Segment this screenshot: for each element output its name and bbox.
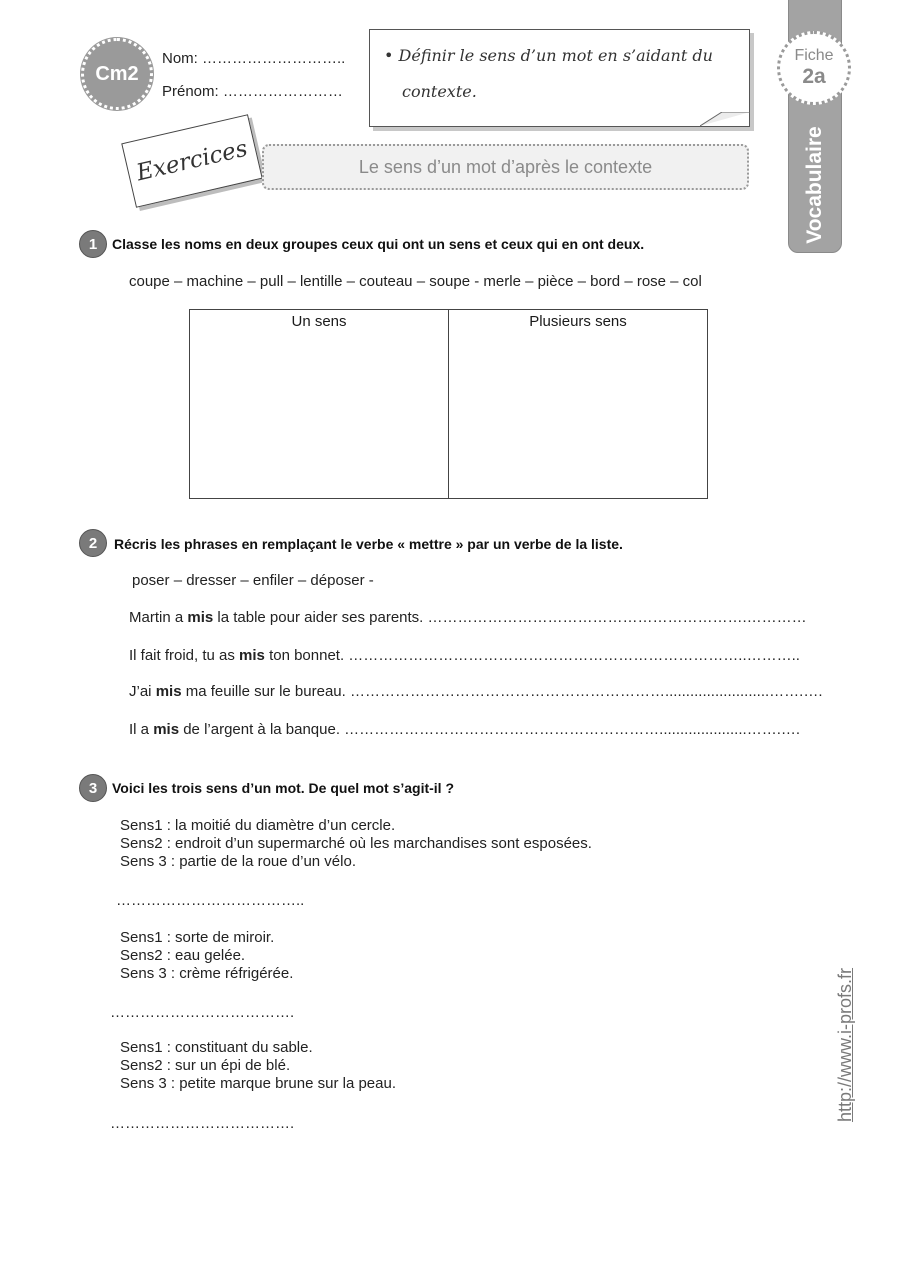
- column-un-sens[interactable]: Un sens: [291, 313, 347, 330]
- exercise-2-number: 2: [79, 529, 107, 557]
- sentence-line[interactable]: Il fait froid, tu as mis ton bonnet. ……………………………………………………………………..………..: [129, 647, 800, 664]
- meaning-group: Sens1 : sorte de miroir. Sens2 : eau gelée. Sens 3 : crème réfrigérée.: [120, 929, 294, 982]
- answer-line[interactable]: ……………………………….: [110, 1004, 295, 1021]
- exercices-label: Exercices: [121, 114, 263, 208]
- fiche-badge: [777, 31, 851, 105]
- exercise-3-number: 3: [79, 774, 107, 802]
- level-badge: Cm2: [81, 38, 153, 110]
- exercise-1-word-list: coupe – machine – pull – lentille – couteau – soupe - merle – pièce – bord – rose – col: [129, 273, 702, 290]
- page-fold-icon: [700, 112, 750, 132]
- answer-line[interactable]: ……………………………….: [110, 1115, 295, 1132]
- subject-label: Vocabulaire: [803, 126, 826, 244]
- page-title: Le sens d’un mot d’après le contexte: [262, 144, 749, 190]
- sentence-line[interactable]: J’ai mis ma feuille sur le bureau. ……………………………………………………….........................…….….: [129, 683, 823, 700]
- exercise-1-number: 1: [79, 230, 107, 258]
- exercise-3-instruction: Voici les trois sens d’un mot. De quel mot s’agit-il ?: [112, 780, 455, 796]
- sort-table: [189, 309, 708, 499]
- prenom-field[interactable]: Prénom: ……………………: [162, 83, 343, 100]
- meaning-group: Sens1 : la moitié du diamètre d’un cercle. Sens2 : endroit d’un supermarché où les marchandises sont esposées. Sens 3 : partie de la roue d’un vélo.: [120, 817, 592, 870]
- nom-field[interactable]: Nom: ………………………..: [162, 50, 346, 67]
- sentence-line[interactable]: Martin a mis la table pour aider ses parents. ……………………………………………………….…………: [129, 609, 807, 626]
- sentence-line[interactable]: Il a mis de l’argent à la banque. ……………………………………………………….....................…….….: [129, 721, 801, 738]
- meaning-group: Sens1 : constituant du sable. Sens2 : sur un épi de blé. Sens 3 : petite marque brune sur la peau.: [120, 1039, 397, 1092]
- answer-line[interactable]: ………………………………..: [116, 892, 305, 909]
- site-url-link[interactable]: http://www.i-profs.fr: [834, 967, 855, 1123]
- exercise-1-instruction: Classe les noms en deux groupes ceux qui ont un sens et ceux qui en ont deux.: [112, 236, 645, 252]
- fiche-number: 2a: [802, 65, 826, 88]
- fiche-label: Fiche: [794, 47, 834, 64]
- objective-text: • Définir le sens d’un mot en s’aidant du contexte.: [384, 46, 713, 101]
- exercise-2-instruction: Récris les phrases en remplaçant le verbe « mettre » par un verbe de la liste.: [114, 536, 623, 552]
- column-plusieurs-sens[interactable]: Plusieurs sens: [448, 310, 707, 498]
- exercise-2-verb-list: poser – dresser – enfiler – déposer -: [132, 572, 374, 589]
